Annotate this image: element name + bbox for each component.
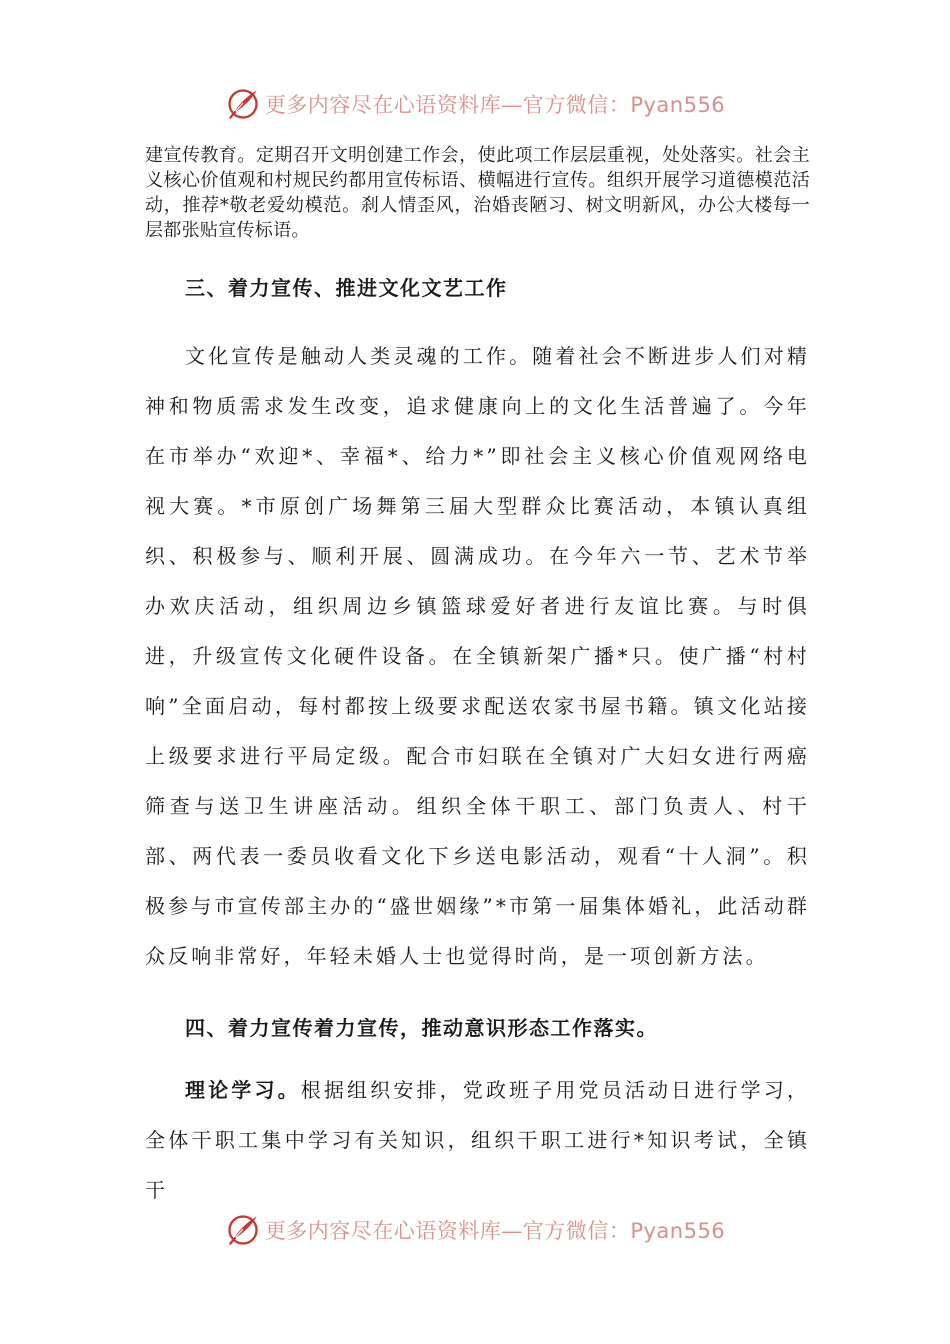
footer-watermark-banner xyxy=(0,1208,950,1252)
header-watermark-banner xyxy=(0,82,950,126)
section-heading-4: 四、着力宣传着力宣传，推动意识形态工作落实。 xyxy=(185,1016,658,1040)
watermark-label: 更多内容尽在心语资料库—官方微信： xyxy=(264,1219,631,1243)
wechat-id: Pyan556 xyxy=(630,1219,726,1243)
document-body xyxy=(145,143,810,1215)
paragraph-continued: 建宣传教育。定期召开文明创建工作会，使此项工作层层重视，处处落实。社会主义核心价值观和村规民约都用宣传标语、横幅进行宣传。组织开展学习道德模范活动，推荐*敬老爱幼模范。刹人情歪风，治婚丧陋习、树文明新风，办公大楼每一层都张贴宣传标语。 xyxy=(145,145,810,241)
watermark-text xyxy=(265,89,725,119)
paragraph-lead-term: 理论学习。 xyxy=(185,1078,301,1102)
watermark-text xyxy=(265,1215,725,1245)
paragraph-body-text: 根据组织安排，党政班子用党员活动日进行学习，全体干职工集中学习有关知识，组织干职工进行*知识考试，全镇干 xyxy=(145,1078,810,1202)
quill-logo-icon xyxy=(225,1212,261,1248)
watermark-label: 更多内容尽在心语资料库—官方微信： xyxy=(264,93,631,117)
quill-logo-icon xyxy=(225,86,261,122)
section-heading-3: 三、着力宣传、推进文化文艺工作 xyxy=(185,276,508,300)
section-3-paragraph: 文化宣传是触动人类灵魂的工作。随着社会不断进步人们对精神和物质需求发生改变，追求健康向上的文化生活普遍了。今年在市举办“欢迎*、幸福*、给力*”即社会主义核心价值观网络电视大赛。*市原创广场舞第三届大型群众比赛活动，本镇认真组织、积极参与、顺利开展、圆满成功。在今年六一节、艺术节举办欢庆活动，组织周边乡镇篮球爱好者进行友谊比赛。与时俱进，升级宣传文化硬件设备。在全镇新架广播*只。使广播“村村响”全面启动，每村都按上级要求配送农家书屋书籍。镇文化站接上级要求进行平局定级。配合市妇联在全镇对广大妇女进行两癌筛查与送卫生讲座活动。组织全体干职工、部门负责人、村干部、两代表一委员收看文化下乡送电影活动，观看“十人洞”。积极参与市宣传部主办的“盛世姻缘”*市第一届集体婚礼，此活动群众反响非常好，年轻未婚人士也觉得时尚，是一项创新方法。 xyxy=(145,344,810,968)
section-4-paragraph xyxy=(145,1065,810,1215)
wechat-id: Pyan556 xyxy=(630,93,726,117)
